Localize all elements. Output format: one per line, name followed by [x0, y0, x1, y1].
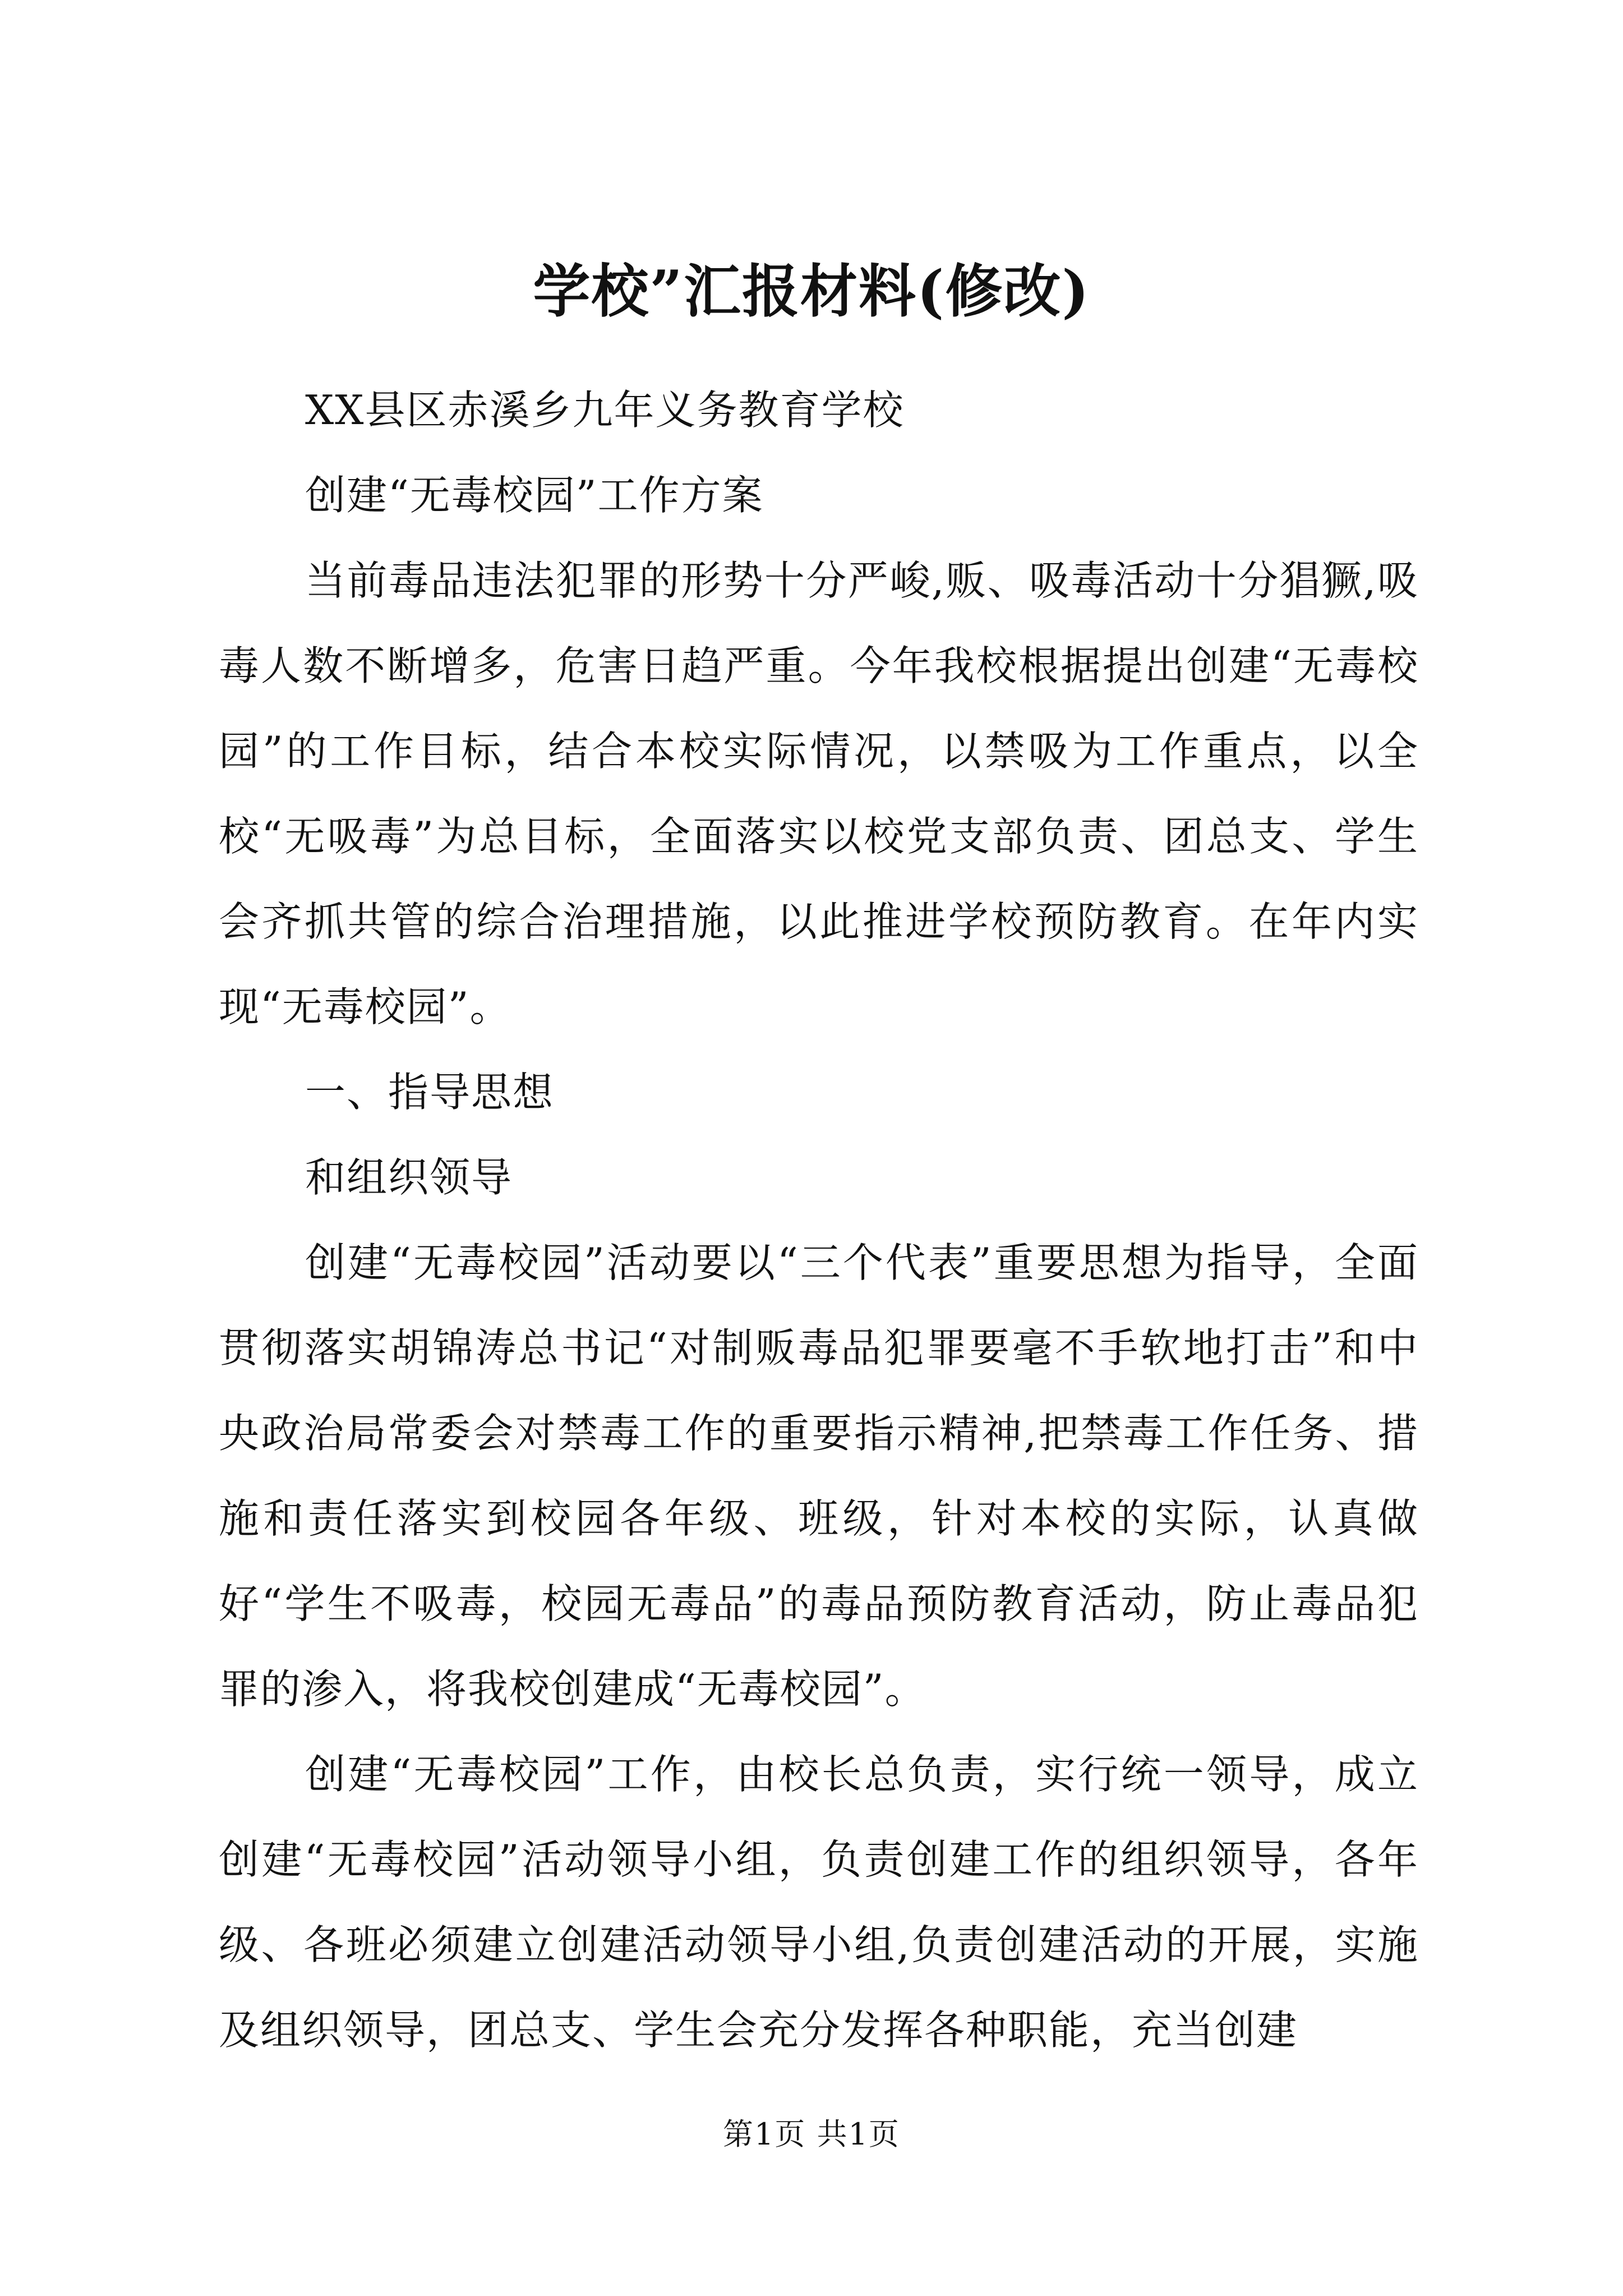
section-heading-guiding-ideology: 一、指导思想	[305, 1069, 555, 1116]
document-body	[219, 367, 1419, 2073]
document-title: 学校”汇报材料(修改)	[533, 258, 1090, 325]
page-number: 第1页 共1页	[723, 2116, 900, 2152]
paragraph-intro: 当前毒品违法犯罪的形势十分严峻,贩、吸毒活动十分猖獗,吸毒人数不断增多，危害日趋严重。今年我校根据提出创建“无毒校园”的工作目标，结合本校实际情况，以禁吸为工作重点，以全校“无吸毒”为总目标，全面落实以校党支部负责、团总支、学生会齐抓共管的综合治理措施，以此推进学校预防教育。在年内实现“无毒校园”。	[219, 557, 1419, 1030]
paragraph-plan-title: 创建“无毒校园”工作方案	[305, 472, 764, 519]
section-heading-organization: 和组织领导	[305, 1154, 513, 1201]
paragraph-leadership: 创建“无毒校园”工作，由校长总负责，实行统一领导，成立创建“无毒校园”活动领导小组，负责创建工作的组织领导，各年级、各班必须建立创建活动领导小组,负责创建活动的开展，实施及组织领导，团总支、学生会充分发挥各种职能，充当创建	[219, 1751, 1419, 2054]
paragraph-guidance: 创建“无毒校园”活动要以“三个代表”重要思想为指导，全面贯彻落实胡锦涛总书记“对制贩毒品犯罪要毫不手软地打击”和中央政治局常委会对禁毒工作的重要指示精神,把禁毒工作任务、措施和责任落实到校园各年级、班级，针对本校的实际，认真做好“学生不吸毒，校园无毒品”的毒品预防教育活动，防止毒品犯罪的渗入，将我校创建成“无毒校园”。	[219, 1239, 1419, 1713]
paragraph-school-name: XX县区赤溪乡九年义务教育学校	[305, 386, 905, 434]
